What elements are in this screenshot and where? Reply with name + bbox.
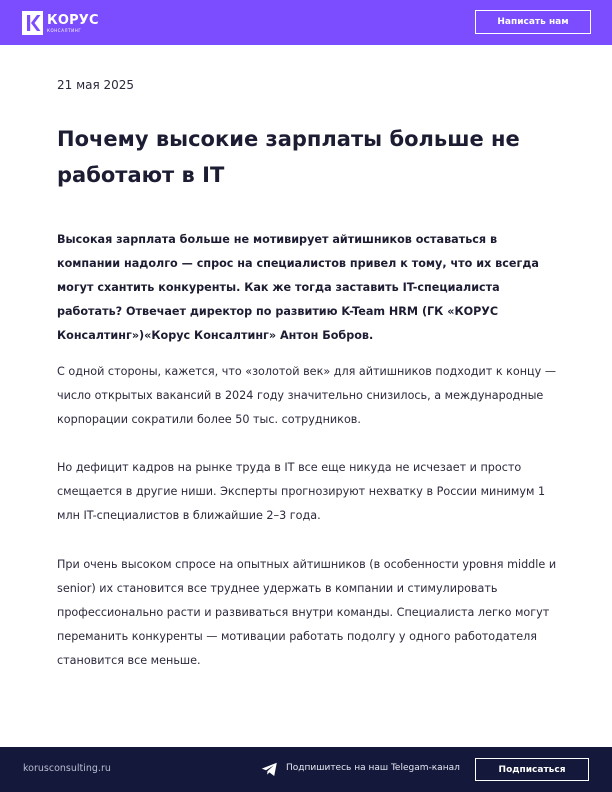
article-title: Почему высокие зарплаты больше не работают в IT — [57, 127, 520, 187]
article-paragraph: С одной стороны, кажется, что «золотой век» для айтишников подходит к концу — число открытых вакансий в 2024 году значительно снизилось, а международные корпорации сократили более 50 тыс. сотрудников. — [57, 365, 557, 426]
telegram-icon[interactable] — [261, 762, 278, 777]
contact-us-button[interactable]: Написать нам — [475, 10, 591, 34]
article-paragraph: Но дефицит кадров на рынке труда в IT все еще никуда не исчезает и просто смещается в другие ниши. Эксперты прогнозируют нехватку в России минимум 1 млн IT-специалистов в ближайшие 2–3 года. — [57, 461, 546, 522]
logo-tagline: КОНСАЛТИНГ — [47, 27, 82, 33]
site-link[interactable]: korusconsulting.ru — [23, 763, 111, 774]
korus-logo[interactable] — [22, 11, 99, 35]
telegram-subscribe-text[interactable]: Подпишитесь на наш Telegam-канал — [286, 763, 460, 773]
logo-text — [47, 14, 99, 33]
article-paragraph: При очень высоком спросе на опытных айтишников (в особенности уровня middle и senior) их становится все труднее удержать в компании и стимулировать профессионально расти и развиваться внутри команды. Специалиста легко могут переманить конкуренты — мотивации работать подолгу у одного работодателя становится все меньше. — [57, 558, 557, 667]
bottom-bar — [0, 747, 612, 792]
top-bar — [0, 0, 612, 45]
logo-name: КОРУС — [47, 12, 99, 28]
subscribe-button[interactable]: Подписаться — [475, 758, 589, 781]
korus-logo-icon — [22, 11, 43, 35]
article-lead: Высокая зарплата больше не мотивирует айтишников оставаться в компании надолго — спрос на специалистов привел к тому, что их всегда могут схантить конкуренты. Как же тогда заставить IT-специалиста работать? Отвечает директор по развитию K-Team HRM (ГК «КОРУС Консалтинг»)«Корус Консалтинг» Антон Бобров. — [57, 233, 539, 342]
article-date: 21 мая 2025 — [57, 78, 135, 92]
